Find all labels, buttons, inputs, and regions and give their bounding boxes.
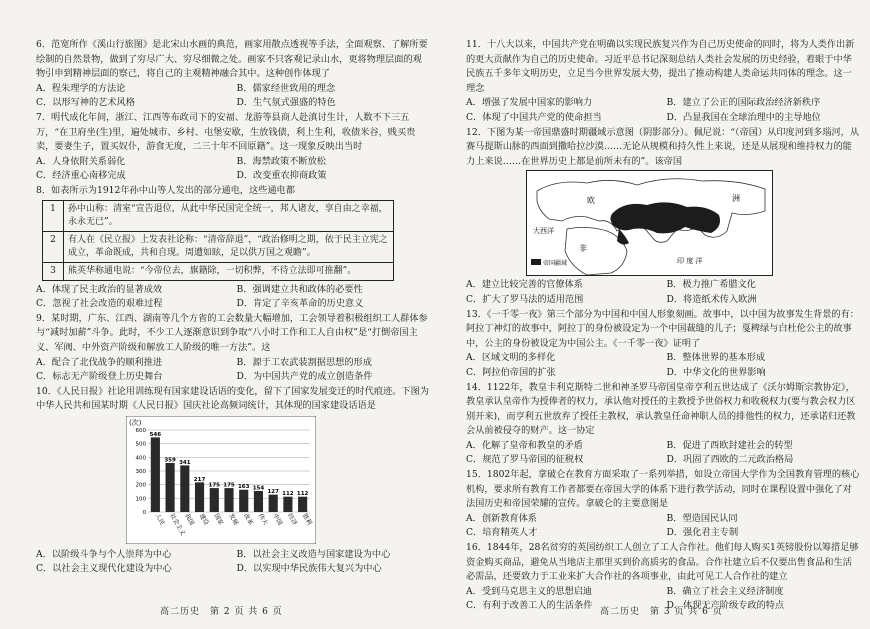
q14-options (466, 439, 861, 468)
q16-stem: 16．1844年，28名贫穷的英国纺织工人创立了工人合作社。他们每人购买1英镑股份以筹措足够资金购买商品，避免从当地店主那里买到价高质劣的食品。合作社建立后不仅要出售食品和生活必需品，还要致力于工业来扩大合作社的各项事业，由此可见工人合作社的建立 (466, 542, 859, 583)
map-legend-label: 帝国疆域 (543, 260, 568, 268)
q9-option-b[interactable]: B．源于工农武装割据思想的形成 (236, 356, 372, 368)
q7-option-d[interactable]: D．改变重农抑商政策 (236, 170, 327, 182)
category-label: 建设 (197, 512, 210, 527)
q8-stem: 8．如表所示为1912年孙中山等人发出的部分通电，这些通电都 (36, 184, 295, 196)
chart-bar (269, 495, 278, 512)
data-label: 546 (149, 431, 162, 438)
empire-territory-egypt (617, 229, 629, 245)
q11-option-d[interactable]: D．凸显我国在全球治理中的主导地位 (666, 111, 821, 123)
y-tick-label: 300 (135, 468, 146, 475)
q12-option-a[interactable]: A．建立比较完善的官僚体系 (466, 279, 583, 291)
q8-option-c[interactable]: C．忽视了社会改造的艰难过程 (36, 298, 163, 310)
q15-option-b[interactable]: B．塑造国民认同 (666, 512, 738, 524)
q14-option-b[interactable]: B．促进了西欧封建社会的转型 (666, 439, 793, 451)
q16-option-b[interactable]: B．确立了社会主义经济制度 (666, 585, 784, 597)
table-row (43, 200, 394, 231)
q15-option-c[interactable]: C．培育精英人才 (466, 527, 538, 539)
chart-bar (298, 497, 307, 512)
y-tick-label: 400 (135, 455, 146, 462)
q14-option-c[interactable]: C．规范了罗马帝国的征税权 (466, 454, 584, 466)
q10-option-a[interactable]: A．以阶级斗争与个人崇拜为中心 (36, 548, 172, 560)
map-label-africa: 非 (579, 244, 587, 254)
q14-stem: 14．1122年，教皇卡利克斯特二世和神圣罗马帝国皇帝亨利五世达成了《沃尔姆斯宗教协定》，教皇承认皇帝作为授俸者的权力，承认他对授任的主教授予世俗权力和收税权力(要与教会权力区别开来)，而亨利五世放弃了授任主教权，承认教皇任命神职人员的排他性的权力，还承诺归还教会从前被侵夺的财产。这一协定 (466, 381, 856, 437)
table-cell-no: 2 (43, 231, 64, 262)
q11-stem: 11．十八大以来，中国共产党在明确以实现民族复兴作为自己历史使命的同时，将为人类作出新的更大贡献作为自己的历史使命。习近平总书记深刻总结人类社会发展的历史经验，着眼于中华民族五千多年文明历史，立足当今世界发展大势，提出了推动构建人类命运共同体的理念。这一理念 (466, 39, 855, 94)
category-label: 我国 (183, 512, 196, 527)
chart-bar (195, 482, 204, 512)
q13-option-c[interactable]: C．阿拉伯帝国的扩张 (466, 366, 556, 378)
q10-option-c[interactable]: C．以社会主义现代化建设为中心 (36, 563, 172, 575)
chart-ylabel: (次) (129, 418, 142, 427)
q13-option-d[interactable]: D．中华文化的世界影响 (666, 366, 766, 378)
data-label: 112 (282, 491, 294, 498)
legend-swatch (531, 259, 541, 265)
data-label: 112 (296, 491, 309, 498)
table-cell-no: 3 (43, 262, 64, 280)
data-label: 175 (208, 482, 221, 489)
q12-option-d[interactable]: D．将造纸术传入欧洲 (666, 293, 757, 305)
category-label: 改革 (241, 512, 255, 527)
q15-option-d[interactable]: D．强化君主专制 (666, 527, 739, 539)
chart-bar (254, 491, 263, 512)
q14-option-a[interactable]: A．化解了皇帝和教皇的矛盾 (466, 439, 583, 451)
q8-option-a[interactable]: A．体现了民主政治的显著成效 (36, 283, 163, 295)
data-label: 163 (237, 484, 250, 491)
word-frequency-chart (126, 416, 316, 544)
q12-option-b[interactable]: B．极力推广希腊文化 (666, 279, 756, 291)
q12-options (466, 278, 861, 307)
q7-option-a[interactable]: A．人身依附关系弱化 (36, 155, 126, 167)
map-label-indian-ocean: 印 度 洋 (677, 257, 703, 266)
q10-stem: 10．《人民日报》社论用训练现有国家建设话语的变化，留下了国家发展变迁的时代痕迹。下图为中华人民共和国某时期《人民日报》国庆社论高频词统计，其体现的国家建设话语是 (36, 385, 429, 412)
q13-options (466, 351, 861, 380)
q9-stem: 9．某时期，广东、江西、湖南等几个方省的工会数量大幅增加，工会领导着积极组织工人群体参与“减时加薪”斗争。此时，不少工人逐渐意识到争取“八小时工作和工人自由权”是“打倒帝国主义、军阀、中外资产阶级和解放工人阶级的唯一方法”。这 (36, 312, 428, 353)
q13-stem: 13．《一千零一夜》第三个部分为中国和中国人形象刻画。故事中，以中国为故事发生背景的有：阿拉丁神灯的故事中，阿拉丁的身份被设定为一个中国裁缝的儿子；戛稗绿与白杜伦公主的故事中，公主的身份被设定为中国公主。《一千零一夜》证明了 (466, 308, 859, 349)
y-tick-label: 0 (142, 509, 146, 516)
q7-stem: 7．明代成化年间，浙江、江西等布政司下的安福、龙游等县商人赴滇讨生计，人数不下三五万，“在卫府坐(生)里，遍处城市、乡村、屯堡安歇，生放钱债，利上生利，收债米谷，贱买贵卖，要妻生子，置买奴仆，游食无度，二三十年不回原籍”。这一现象反映出当时 (36, 111, 416, 153)
q8-source-table (42, 200, 394, 281)
table-row (43, 262, 394, 280)
category-label: 人民 (153, 512, 166, 527)
map-label-asia: 洲 (732, 194, 740, 204)
q6-options (36, 82, 431, 111)
q13-option-b[interactable]: B．整体世界的基本形成 (666, 352, 766, 364)
q10-option-b[interactable]: B．以社会主义改造与国家建设为中心 (236, 548, 391, 560)
data-label: 359 (164, 457, 176, 464)
q9-option-c[interactable]: C．标志无产阶级登上历史舞台 (36, 371, 163, 383)
q12-option-c[interactable]: C．扩大了罗马法的适用范围 (466, 293, 584, 305)
chart-bar (180, 465, 189, 512)
data-label: 154 (252, 485, 265, 492)
q13-option-a[interactable]: A．区域文明的多样化 (466, 352, 556, 364)
q16-option-a[interactable]: A．受到马克思主义的思想启迪 (466, 585, 593, 597)
y-tick-label: 600 (135, 427, 146, 434)
q16-option-d[interactable]: D．体现无产阶级专政的特点 (666, 600, 785, 612)
category-label: 社会主义 (168, 512, 187, 537)
data-label: 341 (179, 459, 191, 466)
q14-option-d[interactable]: D．巩固了西欧的二元政治格局 (666, 454, 794, 466)
q11-option-a[interactable]: A．增强了发展中国家的影响力 (466, 97, 593, 109)
q6-option-b[interactable]: B．儒家经世致用的理念 (236, 82, 336, 94)
table-row (43, 231, 394, 262)
q11-option-c[interactable]: C．体现了中国共产党的使命担当 (466, 111, 602, 123)
map-label-europe: 欧 (587, 196, 595, 206)
category-label: 伟大 (256, 512, 269, 527)
category-label: 国家 (212, 512, 225, 527)
q15-option-a[interactable]: A．创新教育体系 (466, 512, 537, 524)
page-footer-left: 高二历史 第 2 页 共 6 页 (160, 607, 283, 617)
q6-option-c[interactable]: C．以形写神的艺术风格 (36, 97, 135, 109)
q16-option-c[interactable]: C．有利于改善工人的生活条件 (466, 600, 593, 612)
africa-coast (565, 228, 627, 276)
category-label: 中国 (271, 512, 284, 527)
table-cell-text: 孙中山称：清室“宣告退位，从此中华民国完全统一，邦人诸友，享自由之幸福，永永无已”。 (64, 200, 394, 231)
q8-option-d[interactable]: D．肯定了辛亥革命的历史意义 (236, 298, 364, 310)
q8-options (36, 283, 431, 312)
category-label: 胜利 (300, 512, 313, 527)
page-footer-right: 高二历史 第 3 页 共 6 页 (600, 607, 723, 617)
chart-bar (239, 490, 248, 512)
y-tick-label: 200 (135, 482, 146, 489)
chart-bar (224, 488, 233, 512)
q9-options (36, 356, 431, 385)
q15-options (466, 512, 861, 541)
map-label-atlantic: 大西洋 (533, 227, 554, 236)
q10-options (36, 548, 431, 577)
q11-options (466, 96, 861, 125)
right-column (466, 38, 861, 614)
y-tick-label: 500 (135, 441, 146, 448)
chart-bar (210, 488, 219, 512)
chart-bar (151, 437, 160, 512)
empire-map (526, 170, 773, 276)
q9-option-d[interactable]: D．为中国共产党的成立创造条件 (236, 371, 373, 383)
table-cell-text: 熊英华称通电说：“今帝位去，旗籍除，一切积弊，不待立法即可推翻”。 (64, 262, 394, 280)
data-label: 127 (267, 489, 279, 496)
q7-option-c[interactable]: C．经济重心南移完成 (36, 170, 126, 182)
table-cell-text: 有人在《民立报》上发表社论称：“清帝辞退”，“政治修明之期，依于民主立宪之成立，革命既成，共和自现。周遭如眩，足以供万国之观瞻”。 (64, 231, 394, 262)
q7-options (36, 155, 431, 184)
q6-option-d[interactable]: D．生气氛式强盛的特色 (236, 97, 336, 109)
q11-option-b[interactable]: B．建立了公正的国际政治经济新秩序 (666, 97, 821, 109)
category-label: 发展 (227, 512, 240, 527)
y-tick-label: 100 (135, 496, 146, 503)
empire-map-svg (527, 171, 772, 275)
left-column (36, 38, 431, 577)
q6-option-a[interactable]: A．程朱理学的方法论 (36, 82, 126, 94)
q8-option-b[interactable]: B．强调建立共和政体的必要性 (236, 283, 363, 295)
chart-bar (283, 497, 292, 512)
chart-bar (166, 463, 175, 512)
q7-option-b[interactable]: B．海禁政策不断放松 (236, 155, 326, 167)
q10-option-d[interactable]: D．以实现中华民族伟大复兴为中心 (236, 563, 382, 575)
q9-option-a[interactable]: A．配合了北伐战争的顺利推进 (36, 356, 163, 368)
category-label: 经济 (286, 512, 299, 527)
q12-stem: 12．下图为某一帝国鼎盛时期疆域示意图（阴影部分）。佩尼说：“（帝国）从印度河到多瑙河，从赛马提斯山脉的西面到撒哈拉沙漠……无论从规模和持久性上来说，还是从展现和维持权力的能力上来说……在世界历史上都是前所未有的”。该帝国 (466, 126, 860, 167)
q6-stem: 6．范宽所作《溪山行旅图》是北宋山水画的典范，画家用散点透视等手法，全面观察、了解所要绘制的自然景物，做到了穷尽广大、穷尽细微之处。画家不只客观记录山水，更将物理层面的观物引申到精神层面的察己，将自己的主观精神融合其中。这种创作体现了 (36, 39, 428, 80)
table-cell-no: 1 (43, 200, 64, 231)
q15-stem: 15．1802年起，拿破仑在教育方面采取了一系列举措，如设立帝国大学作为全国教育管理的核心机构，要求所有教育工作者都要在帝国大学的体系下进行教学活动，同时在课程设置中强化了对法国历史和帝国荣耀的宣传。拿破仑的主要意图是 (466, 469, 860, 510)
bar-chart-svg (126, 416, 316, 544)
data-label: 175 (223, 482, 235, 489)
data-label: 217 (193, 476, 206, 483)
